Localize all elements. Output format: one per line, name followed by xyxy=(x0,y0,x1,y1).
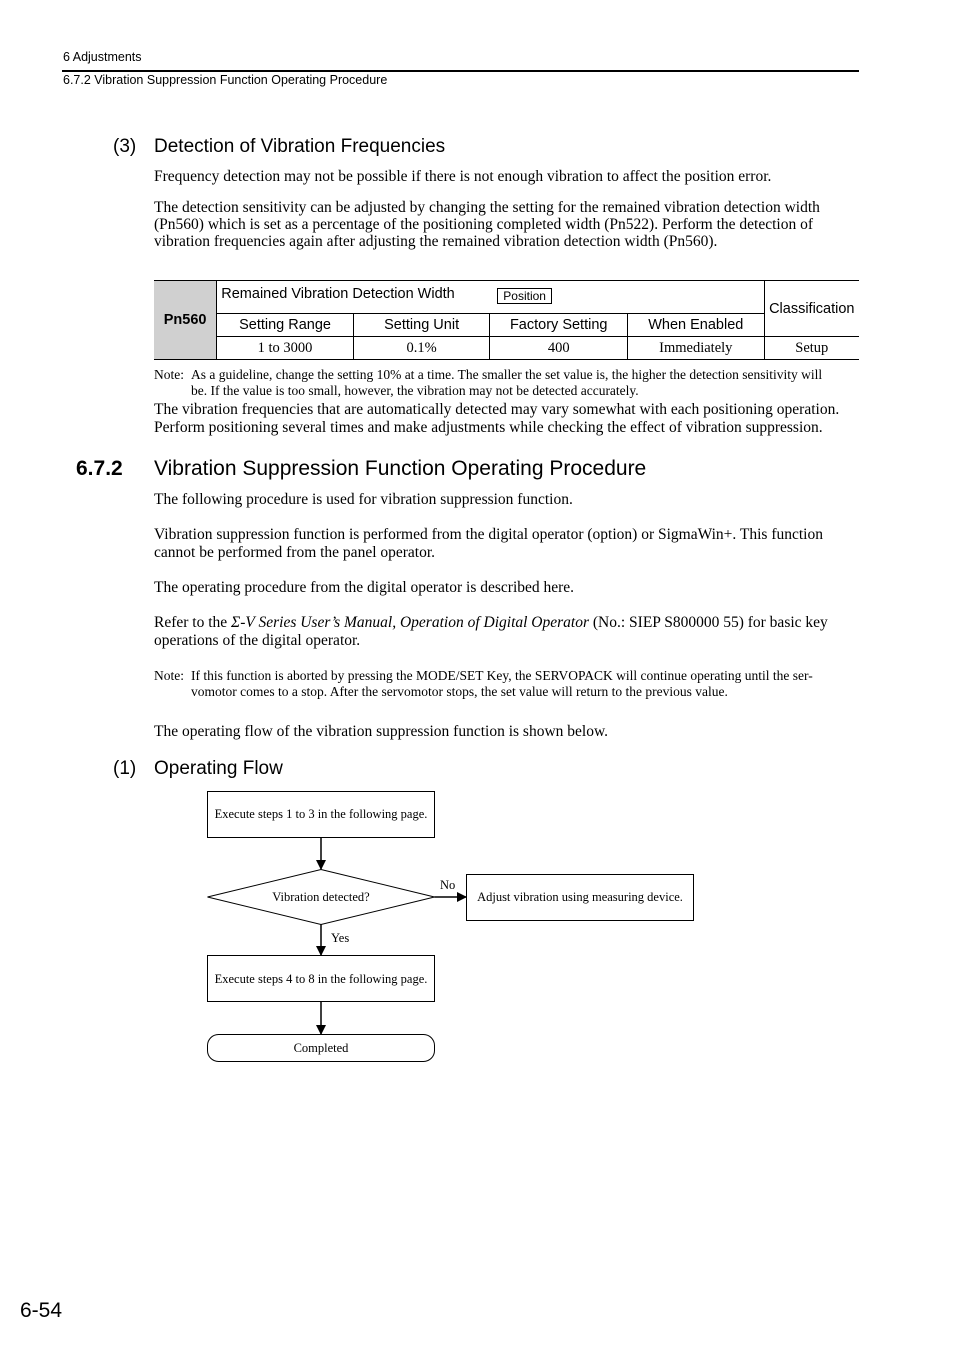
paragraph: The following procedure is used for vibration suppression function. xyxy=(154,491,573,508)
paragraph-line: The detection sensitivity can be adjusted by changing the setting for the remained vibration detection width xyxy=(154,199,820,216)
note-line: If this function is aborted by pressing the MODE/SET Key, the SERVOPACK will continue operating until the ser- xyxy=(191,668,813,683)
parameter-name: Remained Vibration Detection Width xyxy=(221,286,455,302)
value-classification: Setup xyxy=(764,337,859,360)
value-when-enabled: Immediately xyxy=(628,337,765,360)
subsection-number: (3) xyxy=(113,136,137,157)
process-box-step1-label: Execute steps 1 to 3 in the following page. xyxy=(214,807,428,821)
header-setting-unit: Setting Unit xyxy=(353,314,490,337)
section-number: 6.7.2 xyxy=(76,457,123,480)
yes-label: Yes xyxy=(331,931,350,945)
subsection-title: Detection of Vibration Frequencies xyxy=(154,136,446,157)
note-label: Note: xyxy=(154,668,184,683)
mode-tag: Position xyxy=(497,288,552,304)
subsection-number: (1) xyxy=(113,758,137,779)
note-line: vomotor comes to a stop. After the servomotor stops, the set value will return to the previous value. xyxy=(191,684,728,699)
text-run: Refer to the xyxy=(154,614,232,631)
paragraph: The operating flow of the vibration suppression function is shown below. xyxy=(154,723,609,740)
no-label: No xyxy=(440,878,456,892)
paragraph: Frequency detection may not be possible if there is not enough vibration to affect the position error. xyxy=(154,168,772,185)
paragraph-line: vibration frequencies again after adjusting the remained vibration detection width (Pn560). xyxy=(154,233,718,250)
decision-label: Vibration detected? xyxy=(272,890,370,904)
paragraph-line: cannot be performed from the panel operator. xyxy=(154,544,436,561)
page-number: 6-54 xyxy=(20,1299,63,1322)
subsection-title: Operating Flow xyxy=(154,758,283,779)
process-box-step2-label: Execute steps 4 to 8 in the following page. xyxy=(214,972,428,986)
header-factory-setting: Factory Setting xyxy=(490,314,628,337)
parameter-number: Pn560 xyxy=(154,281,217,360)
terminal-completed-label: Completed xyxy=(293,1041,349,1055)
paragraph-line: Vibration suppression function is performed from the digital operator (option) or SigmaWin+. This function xyxy=(154,526,823,543)
running-header-chapter: 6 Adjustments xyxy=(63,50,142,64)
paragraph-line: (Pn560) which is set as a percentage of the positioning completed width (Pn522). Perform the detection of xyxy=(154,216,814,233)
section-title: Vibration Suppression Function Operating Procedure xyxy=(154,457,647,480)
classification-header: Classification xyxy=(764,281,859,337)
process-box-adjust-label: Adjust vibration using measuring device. xyxy=(477,890,683,904)
note-label: Note: xyxy=(154,367,184,382)
value-factory-setting: 400 xyxy=(490,337,628,360)
paragraph-line: operations of the digital operator. xyxy=(154,632,361,649)
value-setting-unit: 0.1% xyxy=(353,337,490,360)
value-setting-range: 1 to 3000 xyxy=(217,337,354,360)
paragraph: The operating procedure from the digital operator is described here. xyxy=(154,579,575,596)
paragraph-line: Perform positioning several times and make adjustments while checking the effect of vibration suppression. xyxy=(154,419,823,436)
text-run: (No.: SIEP S800000 55) for basic key xyxy=(589,614,828,631)
running-header-section: 6.7.2 Vibration Suppression Function Operating Procedure xyxy=(63,73,388,87)
header-when-enabled: When Enabled xyxy=(628,314,765,337)
note-line: As a guideline, change the setting 10% at a time. The smaller the set value is, the higher the detection sensitivity will xyxy=(191,367,823,382)
manual-title: Σ-V Series User’s Manual, Operation of Digital Operator xyxy=(231,614,589,631)
header-setting-range: Setting Range xyxy=(217,314,354,337)
paragraph-line: The vibration frequencies that are automatically detected may vary somewhat with each positioning operation. xyxy=(154,401,840,418)
note-line: be. If the value is too small, however, the vibration may not be detected accurately. xyxy=(191,383,639,398)
